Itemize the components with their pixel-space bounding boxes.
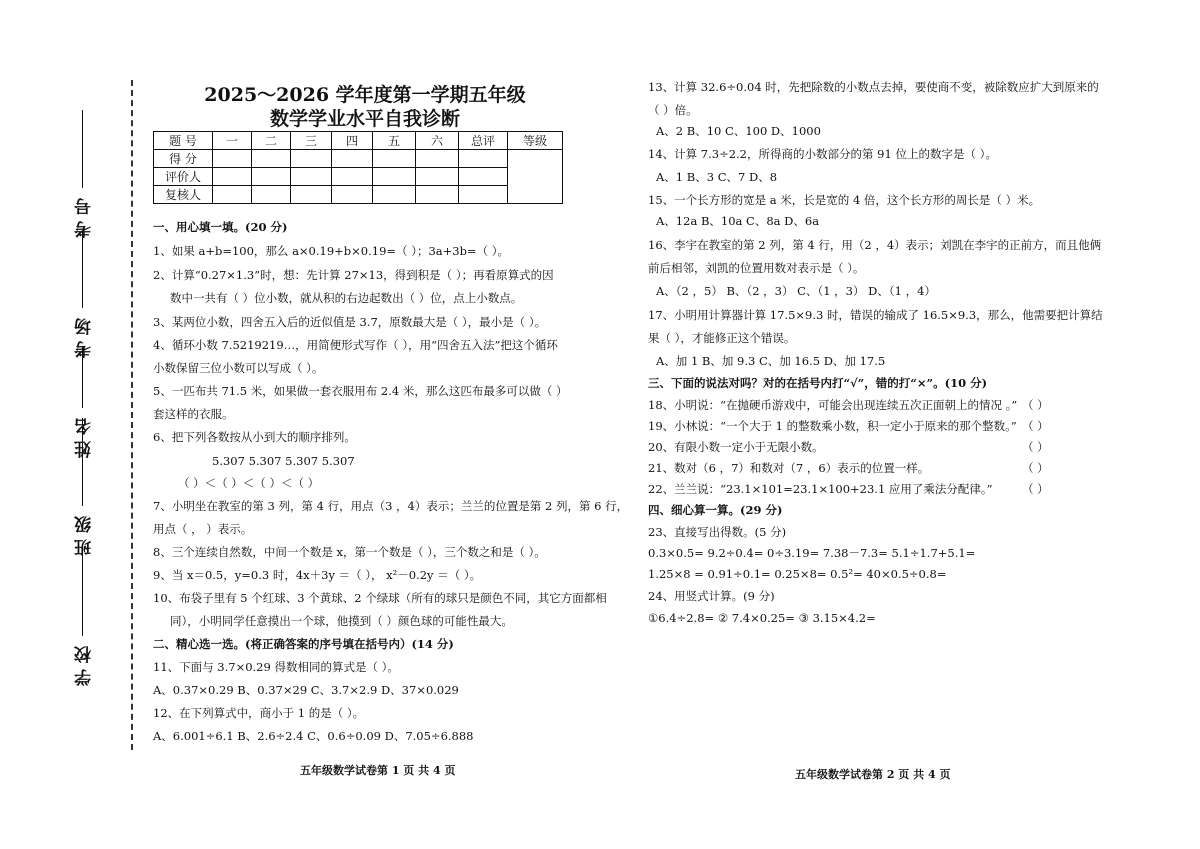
question-line: （ ）倍。: [648, 103, 698, 117]
score-row-label: 复核人: [154, 186, 213, 204]
score-row: [154, 150, 563, 168]
question-line: 数中一共有（ ）位小数，就从积的右边起数出（ ）位，点上小数点。: [170, 291, 523, 305]
decimal-list: 5.307 5.307 5.307 5.307: [212, 454, 355, 468]
question-line: 10、布袋子里有 5 个红球、3 个黄球、2 个绿球（所有的球只是颜色不同，其它方面都相: [153, 591, 607, 605]
score-cell[interactable]: [213, 150, 252, 168]
tf-question: 18、小明说：“在抛硬币游戏中，可能会出现连续五次正面朝上的情况 。”: [648, 398, 1018, 412]
page-footer-2: 五年级数学试卷第 2 页 共 4 页: [795, 768, 951, 781]
question-line: 23、直接写出得数。(5 分): [648, 525, 787, 539]
choice-options: A、加 1 B、加 9.3 C、加 16.5 D、加 17.5: [656, 354, 886, 368]
question-line: 9、当 x＝0.5，y=0.3 时，4x＋3y ＝（ ）， x²－0.2y ＝（ ）。: [153, 568, 482, 582]
score-cell[interactable]: [373, 150, 416, 168]
score-header-cell: 题 号: [154, 132, 213, 150]
question-line: 2、计算“0.27×1.3”时，想：先计算 27×13，得到积是（ ）；再看原算式的因: [153, 268, 554, 282]
fold-line: [131, 80, 133, 750]
field-number: 考号: [75, 192, 95, 238]
tf-answer-paren[interactable]: （ ）: [1022, 419, 1049, 433]
field-school: 学校: [75, 640, 95, 686]
question-line: 14、计算 7.3÷2.2，所得商的小数部分的第 91 位上的数字是（ ）。: [648, 147, 997, 161]
question-line: 24、用竖式计算。(9 分): [648, 589, 775, 603]
page-footer-1: 五年级数学试卷第 1 页 共 4 页: [300, 764, 456, 777]
field-room-line: [82, 232, 84, 308]
section-2-title: 二、精心选一选。(将正确答案的序号填在括号内）(14 分): [153, 637, 454, 651]
binding-strip: [72, 0, 132, 849]
section-3-title: 三、下面的说法对吗？对的在括号内打“√”，错的打“×”。(10 分): [648, 376, 988, 390]
score-row: [154, 168, 563, 186]
section-4-title: 四、细心算一算。(29 分): [648, 503, 783, 517]
score-header-cell: 一: [213, 132, 252, 150]
question-line: 13、计算 32.6÷0.04 时，先把除数的小数点去掉，要使商不变，被除数应扩大到原来的: [648, 80, 1099, 94]
section-1-title: 一、用心填一填。(20 分): [153, 220, 288, 234]
score-cell[interactable]: [332, 150, 373, 168]
score-header-row: [154, 132, 563, 150]
field-school-line: [82, 548, 84, 636]
field-room: 考场: [75, 312, 95, 358]
score-row-label: 得 分: [154, 150, 213, 168]
score-cell[interactable]: [291, 150, 332, 168]
page-title-line1: 2025～2026 学年度第一学期五年级: [204, 84, 526, 106]
choice-options: A、6.001÷6.1 B、2.6÷2.4 C、0.6÷0.09 D、7.05÷6.888: [153, 729, 474, 743]
question-line: 3、某两位小数，四舍五入后的近似值是 3.7，原数最大是（ ），最小是（ ）。: [153, 315, 547, 329]
grade-cell[interactable]: [508, 150, 563, 204]
question-line: 4、循环小数 7.5219219…，用简便形式写作（ ），用“四舍五入法”把这个循环: [153, 338, 558, 352]
field-name: 姓名: [75, 412, 95, 458]
score-cell[interactable]: [373, 186, 416, 204]
field-class: 班级: [75, 510, 95, 556]
tf-answer-paren[interactable]: （ ）: [1022, 461, 1049, 475]
choice-options: A、1 B、3 C、7 D、8: [656, 170, 778, 184]
tf-question: 21、数对（6 ，7）和数对（7 ，6）表示的位置一样。: [648, 461, 930, 475]
score-header-cell: 总评: [459, 132, 508, 150]
score-header-cell: 五: [373, 132, 416, 150]
score-header-cell: 三: [291, 132, 332, 150]
score-header-cell: 六: [416, 132, 459, 150]
score-cell[interactable]: [416, 150, 459, 168]
question-line: 16、李宇在教室的第 2 列，第 4 行，用（2 ，4）表示；刘凯在李宇的正前方，而且他俩: [648, 238, 1102, 252]
score-cell[interactable]: [459, 186, 508, 204]
score-cell[interactable]: [332, 186, 373, 204]
score-header-cell: 二: [252, 132, 291, 150]
tf-answer-paren[interactable]: （ ）: [1022, 440, 1049, 454]
question-line: 17、小明用计算器计算 17.5×9.3 时，错误的输成了 16.5×9.3，那么，他需要把计算结: [648, 308, 1103, 322]
question-line: 6、把下列各数按从小到大的顺序排列。: [153, 430, 356, 444]
score-cell[interactable]: [291, 168, 332, 186]
score-table: [153, 131, 563, 204]
question-line: 11、下面与 3.7×0.29 得数相同的算式是（ ）。: [153, 660, 399, 674]
vertical-calc-row: ①6.4÷2.8= ② 7.4×0.25= ③ 3.15×4.2=: [648, 611, 876, 625]
question-line: 5、一匹布共 71.5 米，如果做一套衣服用布 2.4 米，那么这匹布最多可以做（ ）: [153, 384, 568, 398]
tf-question: 22、兰兰说：“23.1×101=23.1×100+23.1 应用了乘法分配律。”: [648, 482, 993, 496]
choice-options: A、2 B、10 C、100 D、1000: [656, 124, 821, 138]
score-cell[interactable]: [416, 186, 459, 204]
ordering-blanks: （ ）＜（ ）＜（ ）＜（ ）: [178, 476, 320, 490]
question-line: 果（ ），才能修正这个错误。: [648, 331, 796, 345]
score-header-cell: 四: [332, 132, 373, 150]
score-cell[interactable]: [252, 150, 291, 168]
mental-math-row: 0.3×0.5= 9.2÷0.4= 0÷3.19= 7.38－7.3= 5.1÷1.7+5.1=: [648, 546, 976, 560]
question-line: 1、如果 a+b=100，那么 a×0.19+b×0.19=（ ）；3a+3b=（ ）。: [153, 244, 509, 258]
tf-answer-paren[interactable]: （ ）: [1022, 398, 1049, 412]
score-cell[interactable]: [213, 186, 252, 204]
score-row: [154, 186, 563, 204]
question-line: 同），小明同学任意摸出一个球，他摸到（ ）颜色球的可能性最大。: [170, 614, 513, 628]
score-cell[interactable]: [332, 168, 373, 186]
tf-question: 20、有限小数一定小于无限小数。: [648, 440, 824, 454]
question-line: 7、小明坐在教室的第 3 列，第 4 行，用点（3 ，4）表示；兰兰的位置是第 2 列，第 6 行，: [153, 499, 629, 513]
question-line: 套这样的衣服。: [153, 407, 234, 421]
choice-options: A、（2 ，5） B、（2 ，3） C、（1 ，3） D、（1 ，4）: [656, 284, 936, 298]
question-line: 15、一个长方形的宽是 a 米，长是宽的 4 倍，这个长方形的周长是（ ）米。: [648, 193, 1041, 207]
mental-math-row: 1.25×8 = 0.91÷0.1= 0.25×8= 0.5²= 40×0.5÷0.8=: [648, 567, 947, 581]
question-line: 12、在下列算式中，商小于 1 的是（ ）。: [153, 706, 365, 720]
choice-options: A、12a B、10a C、8a D、6a: [656, 214, 820, 228]
score-cell[interactable]: [416, 168, 459, 186]
score-row-label: 评价人: [154, 168, 213, 186]
tf-answer-paren[interactable]: （ ）: [1022, 482, 1049, 496]
question-line: 前后相邻，刘凯的位置用数对表示是（ ）。: [648, 261, 865, 275]
score-cell[interactable]: [252, 186, 291, 204]
question-line: 用点（ ， ）表示。: [153, 522, 253, 536]
score-cell[interactable]: [291, 186, 332, 204]
choice-options: A、0.37×0.29 B、0.37×29 C、3.7×2.9 D、37×0.029: [153, 683, 459, 697]
score-cell[interactable]: [459, 168, 508, 186]
score-cell[interactable]: [459, 150, 508, 168]
score-cell[interactable]: [373, 168, 416, 186]
question-line: 8、三个连续自然数，中间一个数是 x，第一个数是（ ），三个数之和是（ ）。: [153, 545, 546, 559]
question-line: 小数保留三位小数可以写成（ ）。: [153, 361, 324, 375]
tf-question: 19、小林说：“一个大于 1 的整数乘小数，积一定小于原来的那个整数。”: [648, 419, 1017, 433]
field-number-line: [82, 110, 84, 188]
score-cell[interactable]: [213, 168, 252, 186]
page-title-line2: 数学学业水平自我诊断: [269, 108, 460, 130]
score-header-cell: 等级: [508, 132, 563, 150]
score-cell[interactable]: [252, 168, 291, 186]
